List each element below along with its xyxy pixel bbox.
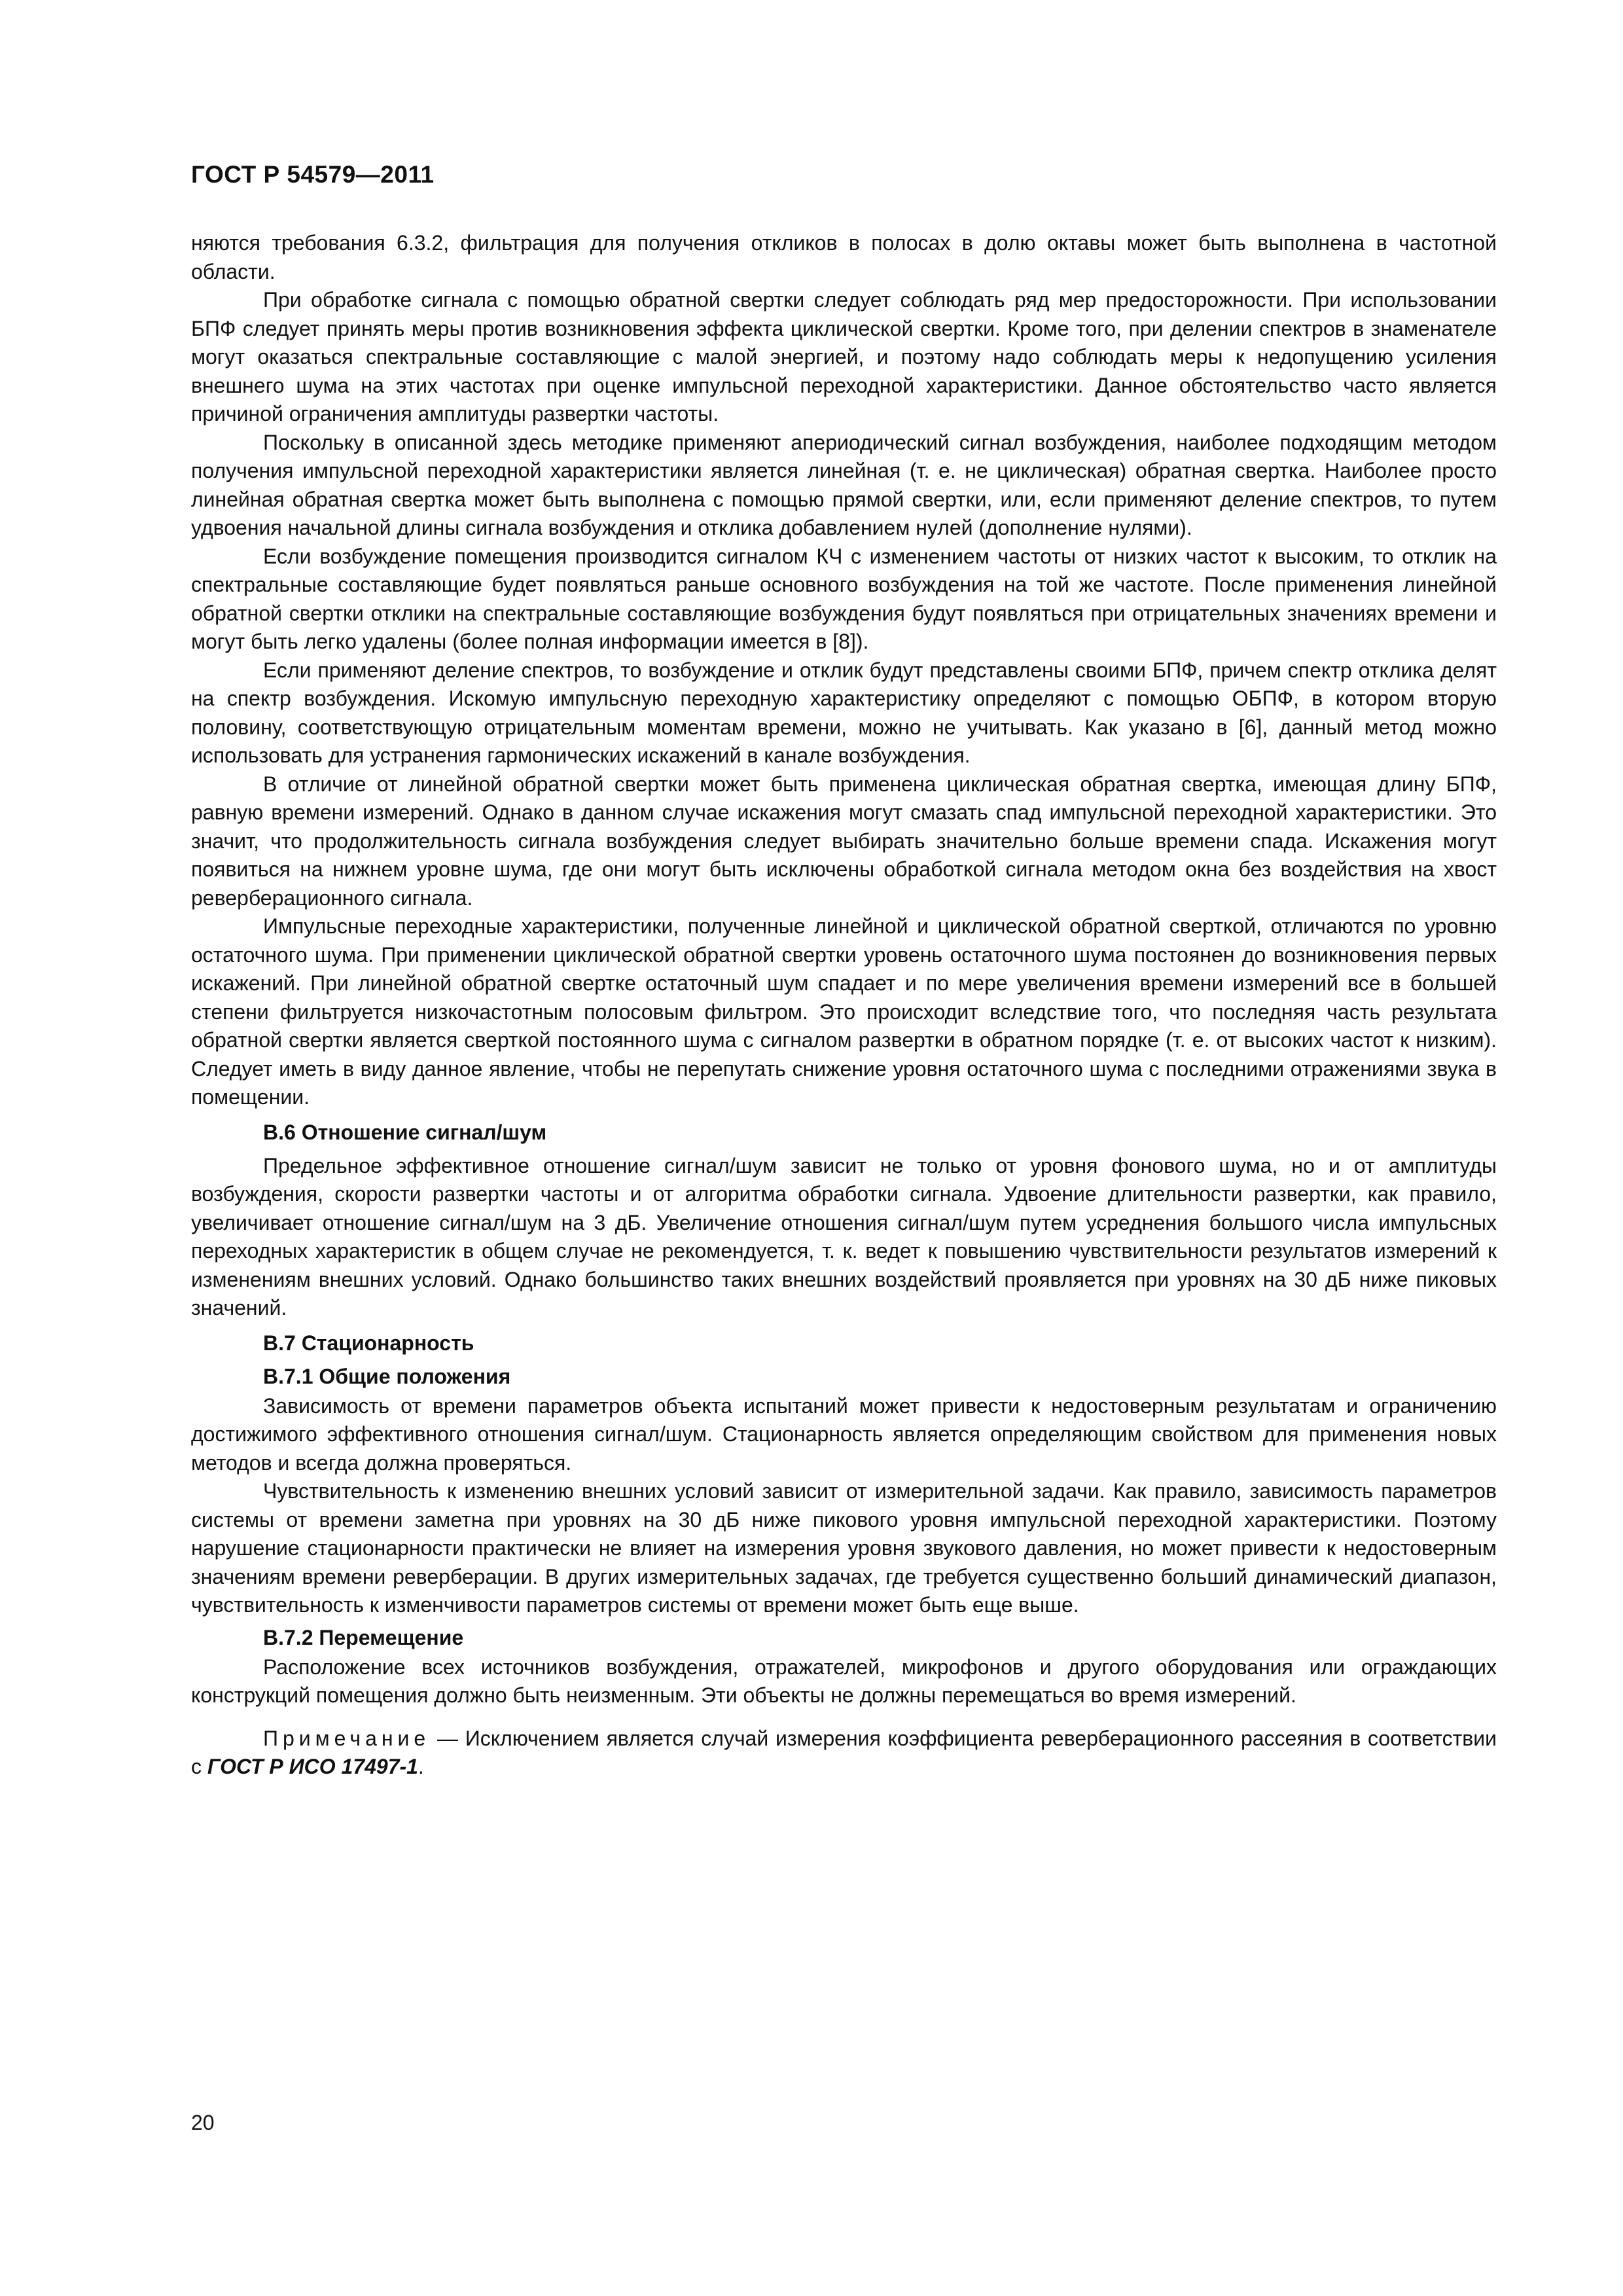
note-end: . (418, 1755, 424, 1778)
note (191, 1725, 1497, 1782)
paragraph: Зависимость от времени параметров объекта испытаний может привести к недостоверным результатам и ограничению достижимого эффективного отношения сигнал/шум. Стационарность является определяющим свойством для применения новых методов и всегда должна проверяться. (191, 1393, 1497, 1475)
paragraph: Предельное эффективное отношение сигнал/шум зависит не только от уровня фонового шума, но и от амплитуды возбуждения, скорости развертки частоты и от алгоритма обработки сигнала. Удвоение длительности развертки, как правило, увеличивает отношение сигнал/шум на 3 дБ. Увеличение отношения сигнал/шум путем усреднения большого числа импульсных переходных характеристик в общем случае не рекомендуется, т. к. ведет к повышению чувствительности результатов измерений к изменениям внешних условий. Однако большинство таких внешних воздействий проявляется при уровнях на 30 дБ ниже пиковых значений. (191, 1153, 1497, 1319)
section-heading-b71: В.7.1 Общие положения (263, 1364, 511, 1388)
note-dash: — (430, 1726, 465, 1750)
document-body (191, 229, 1497, 1782)
page-number: 20 (191, 2111, 215, 2134)
paragraph: Импульсные переходные характеристики, полученные линейной и циклической обратной сверткой, отличаются по уровню остаточного шума. При применении циклической обратной свертки уровень остаточного шума постоянен до возникновения первых искажений. При линейной обратной свертке остаточный шум спадает и по мере увеличения времени измерений все в большей степени фильтруется низкочастотным полосовым фильтром. Это происходит вследствие того, что последняя часть результата обратной свертки является сверткой постоянного шума с сигналом развертки в обратном порядке (т. е. от высоких частот к низким). Следует иметь в виду данное явление, чтобы не перепутать снижение уровня остаточного шума с последними отражениями звука в помещении. (191, 914, 1497, 1109)
paragraph: Если возбуждение помещения производится сигналом КЧ с изменением частоты от низких частот к высоким, то отклик на спектральные составляющие будет появляться раньше основного возбуждения на той же частоте. После применения линейной обратной свертки отклики на спектральные составляющие возбуждения будут появляться при отрицательных значениях времени и могут быть легко удалены (более полная информации имеется в [8]). (191, 544, 1497, 653)
paragraph: Расположение всех источников возбуждения, отражателей, микрофонов и другого оборудования или ограждающих конструкций помещения должно быть неизменным. Эти объекты не должны перемещаться во время измерений. (191, 1655, 1497, 1707)
note-reference: ГОСТ Р ИСО 17497-1 (207, 1755, 418, 1778)
paragraph: няются требования 6.3.2, фильтрация для получения откликов в полосах в долю октавы может быть выполнена в частотной области. (191, 231, 1497, 283)
paragraph: Чувствительность к изменению внешних условий зависит от измерительной задачи. Как правило, зависимость параметров системы от времени заметна при уровнях на 30 дБ ниже пикового уровня импульсной переходной характеристики. Поэтому нарушение стационарности практически не влияет на измерения уровня звукового давления, но может привести к недостоверным значениям времени реверберации. В других измерительных задачах, где требуется существенно больший динамический диапазон, чувствительность к изменчивости параметров системы от времени может быть еще выше. (191, 1479, 1497, 1617)
section-heading-b7: В.7 Стационарность (263, 1331, 474, 1355)
paragraph: Если применяют деление спектров, то возбуждение и отклик будут представлены своими БПФ, причем спектр отклика делят на спектр возбуждения. Искомую импульсную переходную характеристику определяют с помощью ОБПФ, в котором вторую половину, соответствующую отрицательным моментам времени, можно не учитывать. Как указано в [6], данный метод можно использовать для устранения гармонических искажений в канале возбуждения. (191, 658, 1497, 767)
note-text: Исключением является случай измерения коэффициента реверберационного рассеяния в соответствии с (191, 1726, 1497, 1778)
section-heading-b6: В.6 Отношение сигнал/шум (263, 1120, 547, 1144)
note-label: Примечание (263, 1726, 431, 1750)
document-header: ГОСТ Р 54579—2011 (191, 161, 435, 188)
section-heading-b72: В.7.2 Перемещение (263, 1625, 464, 1649)
paragraph: При обработке сигнала с помощью обратной свертки следует соблюдать ряд мер предосторожности. При использовании БПФ следует принять меры против возникновения эффекта циклической свертки. Кроме того, при делении спектров в знаменателе могут оказаться спектральные составляющие с малой энергией, и поэтому надо соблюдать меры к недопущению усиления внешнего шума на этих частотах при оценке импульсной переходной характеристики. Данное обстоятельство часто является причиной ограничения амплитуды развертки частоты. (191, 288, 1497, 425)
paragraph: В отличие от линейной обратной свертки может быть применена циклическая обратная свертка, имеющая длину БПФ, равную времени измерений. Однако в данном случае искажения могут смазать спад импульсной переходной характеристики. Это значит, что продолжительность сигнала возбуждения следует выбирать значительно больше времени спада. Искажения могут появиться на нижнем уровне шума, где они могут быть исключены обработкой сигнала методом окна без воздействия на хвост реверберационного сигнала. (191, 772, 1497, 910)
paragraph: Поскольку в описанной здесь методике применяют апериодический сигнал возбуждения, наиболее подходящим методом получения импульсной переходной характеристики является линейная (т. е. не циклическая) обратная свертка. Наиболее просто линейная обратная свертка может быть выполнена с помощью прямой свертки, или, если применяют деление спектров, то путем удвоения начальной длины сигнала возбуждения и отклика добавлением нулей (дополнение нулями). (191, 430, 1497, 539)
